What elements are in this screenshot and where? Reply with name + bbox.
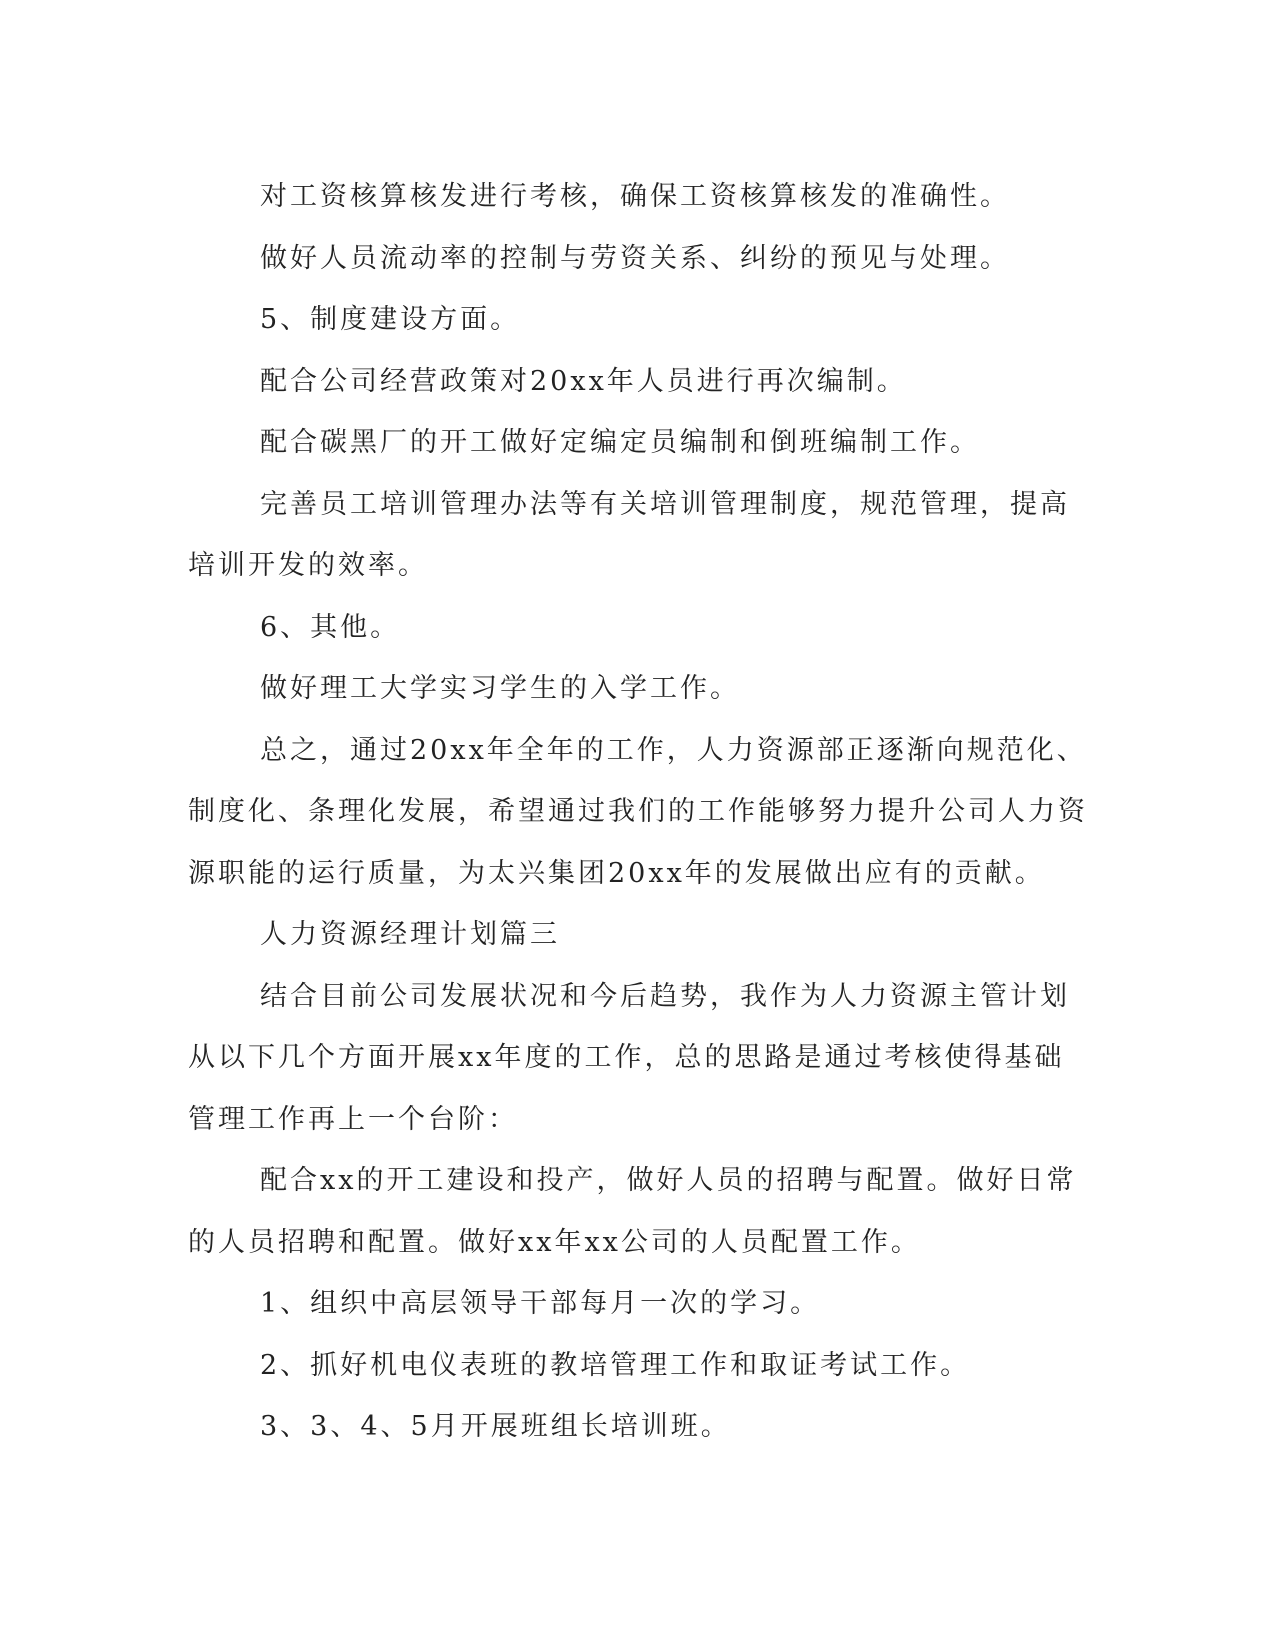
paragraph: 完善员工培训管理办法等有关培训管理制度，规范管理，提高培训开发的效率。	[188, 488, 1070, 581]
paragraph: 配合公司经营政策对20xx年人员进行再次编制。	[260, 365, 907, 397]
paragraph: 配合碳黑厂的开工做好定编定员编制和倒班编制工作。	[260, 427, 980, 458]
paragraph: 对工资核算核发进行考核，确保工资核算核发的准确性。	[260, 181, 1010, 212]
paragraph: 配合xx的开工建设和投产，做好人员的招聘与配置。做好日常的人员招聘和配置。做好xx年xx公司的人员配置工作。	[188, 1165, 1077, 1258]
paragraph: 做好人员流动率的控制与劳资关系、纠纷的预见与处理。	[260, 242, 1010, 274]
section-heading: 6、其他。	[260, 611, 401, 643]
paragraph: 总之，通过20xx年全年的工作，人力资源部正逐渐向规范化、制度化、条理化发展，希望通过我们的工作能够努力提升公司人力资源职能的运行质量，为太兴集团20xx年的发展做出应有的贡献。	[188, 734, 1088, 889]
chapter-title: 人力资源经理计划篇三	[260, 919, 560, 950]
paragraph: 做好理工大学实习学生的入学工作。	[260, 673, 740, 704]
list-item: 1、组织中高层领导干部每月一次的学习。	[260, 1288, 821, 1319]
list-item: 3、3、4、5月开展班组长培训班。	[260, 1411, 731, 1442]
list-item: 2、抓好机电仪表班的教培管理工作和取证考试工作。	[260, 1349, 971, 1381]
section-heading: 5、制度建设方面。	[260, 304, 521, 335]
document-body	[188, 166, 1088, 1458]
paragraph: 结合目前公司发展状况和今后趋势，我作为人力资源主管计划从以下几个方面开展xx年度的工作，总的思路是通过考核使得基础管理工作再上一个台阶：	[188, 980, 1070, 1135]
